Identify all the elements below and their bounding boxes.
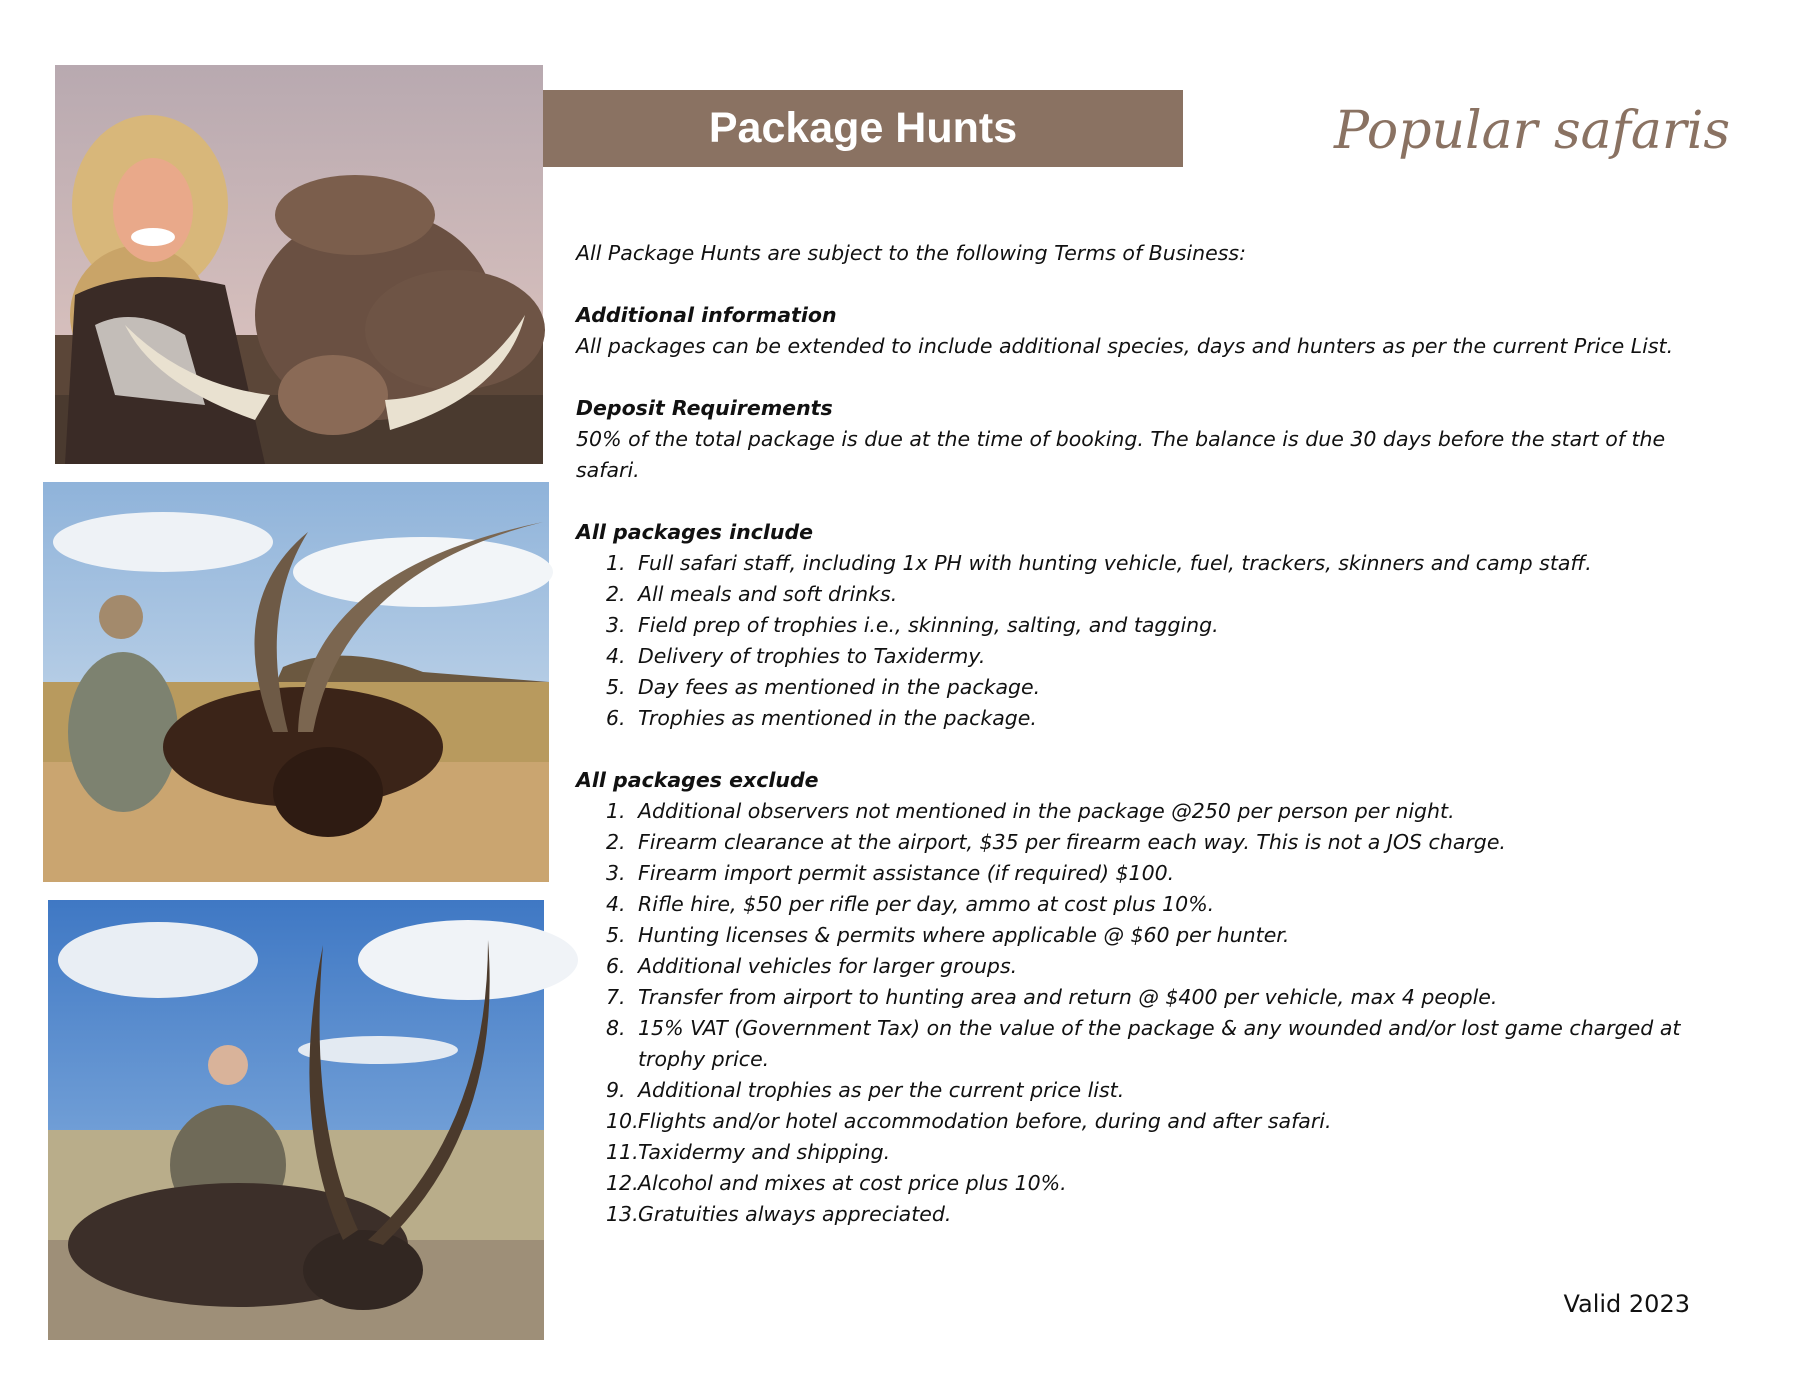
item-text: Day fees as mentioned in the package. [638, 675, 1041, 699]
item-number: 5. [606, 675, 626, 699]
list-item [576, 858, 1706, 889]
item-number: 7. [606, 985, 626, 1009]
list-item [576, 641, 1706, 672]
antelope-trophy-photo [48, 900, 544, 1340]
item-number: 1. [606, 551, 626, 575]
item-text: Firearm import permit assistance (if required) $100. [638, 861, 1175, 885]
warthog-trophy-photo [55, 65, 543, 464]
deposit-heading: Deposit Requirements [576, 396, 833, 420]
excludes-list [576, 796, 1706, 1230]
item-text: Additional vehicles for larger groups. [638, 954, 1018, 978]
item-number: 12. [606, 1171, 639, 1195]
item-number: 4. [606, 892, 626, 916]
list-item [576, 1013, 1706, 1075]
item-text: Delivery of trophies to Taxidermy. [638, 644, 986, 668]
item-number: 11. [606, 1140, 639, 1164]
script-title [1330, 70, 1731, 180]
deposit-text: 50% of the total package is due at the time of booking. The balance is due 30 days before the start of the safari. [576, 427, 1666, 482]
title-banner [543, 90, 1183, 167]
item-text: Additional observers not mentioned in the package @250 per person per night. [638, 799, 1455, 823]
item-text: Additional trophies as per the current price list. [638, 1078, 1125, 1102]
list-item [576, 796, 1706, 827]
list-item [576, 982, 1706, 1013]
terms-content [576, 238, 1706, 1230]
list-item [576, 827, 1706, 858]
item-text: 15% VAT (Government Tax) on the value of the package & any wounded and/or lost game charged at trophy price. [638, 1016, 1681, 1071]
list-item [576, 889, 1706, 920]
item-number: 5. [606, 923, 626, 947]
item-text: Flights and/or hotel accommodation before, during and after safari. [638, 1109, 1332, 1133]
item-text: Rifle hire, $50 per rifle per day, ammo at cost plus 10%. [638, 892, 1215, 916]
includes-list [576, 548, 1706, 734]
item-text: All meals and soft drinks. [638, 582, 898, 606]
validity-label: Valid 2023 [1563, 1290, 1690, 1318]
item-text: Gratuities always appreciated. [638, 1202, 952, 1226]
item-text: Full safari staff, including 1x PH with hunting vehicle, fuel, trackers, skinners and camp staff. [638, 551, 1592, 575]
item-number: 3. [606, 613, 626, 637]
list-item [576, 1199, 1706, 1230]
list-item [576, 1168, 1706, 1199]
item-number: 8. [606, 1016, 626, 1040]
list-item [576, 579, 1706, 610]
item-number: 9. [606, 1078, 626, 1102]
list-item [576, 1137, 1706, 1168]
item-number: 2. [606, 830, 626, 854]
list-item [576, 920, 1706, 951]
item-number: 3. [606, 861, 626, 885]
script-title-text: Popular safaris [1334, 101, 1731, 161]
list-item [576, 951, 1706, 982]
item-text: Trophies as mentioned in the package. [638, 706, 1037, 730]
list-item [576, 548, 1706, 579]
list-item [576, 1075, 1706, 1106]
additional-info-text: All packages can be extended to include additional species, days and hunters as per the current Price List. [576, 334, 1674, 358]
sable-antelope-trophy-photo [43, 482, 549, 882]
page-title: Package Hunts [708, 104, 1018, 152]
list-item [576, 1106, 1706, 1137]
excludes-heading: All packages exclude [576, 768, 819, 792]
item-text: Hunting licenses & permits where applicable @ $60 per hunter. [638, 923, 1290, 947]
additional-info-heading: Additional information [576, 303, 837, 327]
item-text: Firearm clearance at the airport, $35 per firearm each way. This is not a JOS charge. [638, 830, 1506, 854]
includes-heading: All packages include [576, 520, 814, 544]
item-number: 13. [606, 1202, 639, 1226]
item-number: 2. [606, 582, 626, 606]
list-item [576, 610, 1706, 641]
intro-text: All Package Hunts are subject to the following Terms of Business: [576, 241, 1246, 265]
item-text: Taxidermy and shipping. [638, 1140, 891, 1164]
item-number: 10. [606, 1109, 639, 1133]
item-number: 6. [606, 954, 626, 978]
item-number: 1. [606, 799, 626, 823]
list-item [576, 672, 1706, 703]
item-number: 4. [606, 644, 626, 668]
item-text: Transfer from airport to hunting area and return @ $400 per vehicle, max 4 people. [638, 985, 1498, 1009]
item-text: Alcohol and mixes at cost price plus 10%. [638, 1171, 1067, 1195]
item-text: Field prep of trophies i.e., skinning, salting, and tagging. [638, 613, 1219, 637]
item-number: 6. [606, 706, 626, 730]
list-item [576, 703, 1706, 734]
